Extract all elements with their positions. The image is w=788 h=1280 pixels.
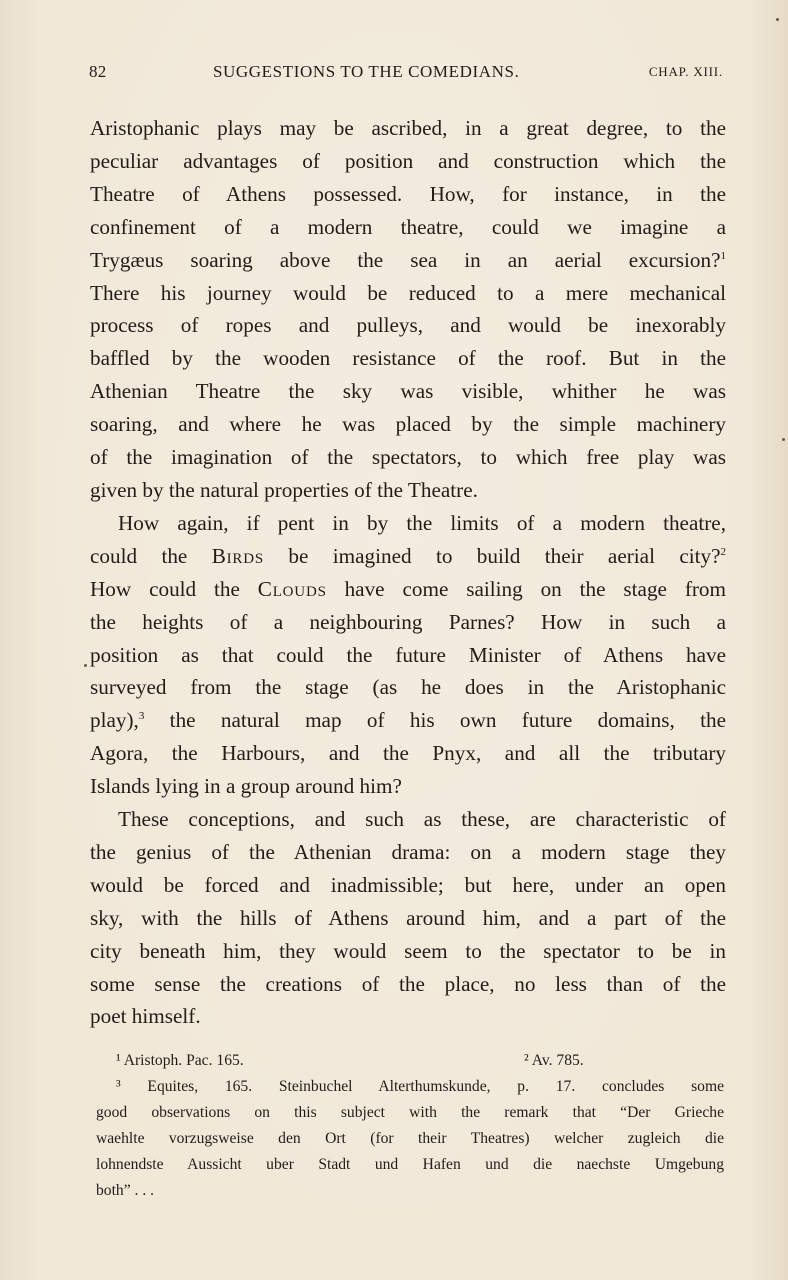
footnote-line: good observations on this subject with the remark that “Der Grieche — [96, 1104, 724, 1121]
body-text — [90, 112, 726, 1033]
footnote-line: waehlte vorzugsweise den Ort (for their Theatres) welcher zugleich die — [96, 1130, 724, 1147]
running-title: SUGGESTIONS TO THE COMEDIANS. — [213, 62, 520, 81]
text-line: would be forced and inadmissible; but here, under an open — [90, 872, 726, 897]
footnote-line: both” . . . — [96, 1182, 155, 1199]
paragraph-1 — [90, 112, 726, 507]
title-birds: Birds — [211, 543, 265, 568]
text-line: soaring, and where he was placed by the simple machinery — [90, 412, 726, 437]
paper-speck — [84, 664, 87, 667]
footnotes — [96, 1048, 724, 1204]
footnote-line: ³ Equites, 165. Steinbuchel Alterthumskunde, p. 17. concludes some — [116, 1078, 724, 1095]
text-line: play),$^3$ the natural map of his own future domains, the — [90, 708, 726, 733]
running-head — [89, 62, 723, 86]
text-line — [90, 244, 726, 277]
text-line: surveyed from the stage (as he does in the Aristophanic — [90, 675, 726, 700]
text-line: Agora, the Harbours, and the Pnyx, and all the tributary — [90, 741, 726, 766]
page-number: 82 — [89, 62, 107, 81]
footnote-line: lohnendste Aussicht uber Stadt und Hafen und die naechste Umgebung — [96, 1156, 724, 1173]
text-line: There his journey would be reduced to a mere mechanical — [90, 280, 726, 305]
footnote-row — [96, 1048, 724, 1074]
text-line: sky, with the hills of Athens around him, and a part of the — [90, 905, 726, 930]
text-line: some sense the creations of the place, no less than of the — [90, 971, 726, 996]
footnote-1: ¹ Aristoph. Pac. 165. — [116, 1052, 244, 1069]
text-line: process of ropes and pulleys, and would be inexorably — [90, 313, 726, 338]
text-line: confinement of a modern theatre, could we imagine a — [90, 214, 726, 239]
text-line-content: Trygæus soaring above the sea in an aerial excursion? — [90, 247, 721, 272]
footnote-2: ² Av. 785. — [524, 1052, 584, 1069]
text-line: the heights of a neighbouring Parnes? How in such a — [90, 609, 726, 634]
text-line: of the imagination of the spectators, to which free play was — [90, 445, 726, 470]
footnote-3 — [96, 1074, 724, 1204]
text-line: could the Birds be imagined to build their aerial city?$^2$ — [90, 543, 726, 568]
paper-speck — [782, 438, 785, 441]
text-line: Aristophanic plays may be ascribed, in a great degree, to the — [90, 116, 726, 140]
paragraph-2 — [90, 507, 726, 803]
text-line: poet himself. — [90, 1004, 201, 1029]
text-line: Theatre of Athens possessed. How, for instance, in the — [90, 181, 726, 206]
title-clouds: Clouds — [257, 576, 327, 601]
footnote-ref-2: 2 — [720, 545, 726, 558]
text-line: How could the Clouds have come sailing on the stage from — [90, 576, 726, 601]
text-line: peculiar advantages of position and construction which the — [90, 148, 726, 173]
text-line: Athenian Theatre the sky was visible, whither he was — [90, 379, 726, 404]
text-line: How again, if pent in by the limits of a modern theatre, — [118, 510, 726, 535]
text-line: These conceptions, and such as these, are characteristic of — [118, 807, 726, 832]
text-line: Islands lying in a group around him? — [90, 774, 402, 799]
text-line: baffled by the wooden resistance of the roof. But in the — [90, 346, 726, 371]
footnote-ref-1: 1 — [720, 249, 726, 262]
paragraph-3 — [90, 803, 726, 1033]
text-line: city beneath him, they would seem to the spectator to be in — [90, 938, 726, 963]
paper-speck — [776, 18, 779, 21]
text-line: position as that could the future Minister of Athens have — [90, 642, 726, 667]
chapter-label: CHAP. XIII. — [648, 64, 723, 79]
text-line: given by the natural properties of the Theatre. — [90, 477, 478, 502]
footnote-ref-3: 3 — [138, 710, 145, 723]
text-line: the genius of the Athenian drama: on a modern stage they — [90, 839, 726, 864]
